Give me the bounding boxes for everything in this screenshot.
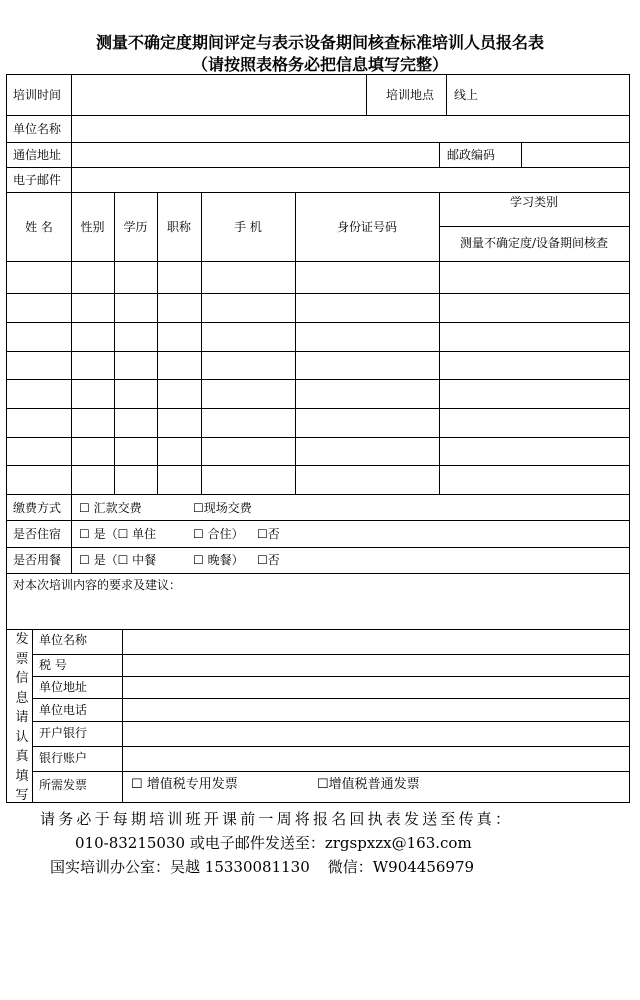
col-divider (32, 629, 33, 802)
col-header-name: 姓 名 (25, 220, 53, 234)
row-divider (7, 192, 629, 193)
address-label: 通信地址 (13, 148, 62, 162)
category-value: 测量不确定度/设备期间核查 (459, 236, 609, 250)
row-divider (7, 293, 629, 294)
col-divider (157, 192, 158, 494)
col-divider (295, 192, 296, 494)
invoice-type-label: 所需发票 (39, 778, 88, 792)
invoice-side-label: 发票信息请认真填写 (15, 632, 29, 803)
row-divider (7, 494, 629, 495)
payment-onsite-option[interactable]: ☐现场交费 (193, 501, 252, 515)
lodging-single-option[interactable]: ☐ 是（☐ 单住 (79, 527, 157, 541)
row-divider (7, 520, 629, 521)
footer-office-contact (50, 856, 474, 877)
invoice-unit-label: 单位名称 (39, 633, 88, 647)
col-divider (71, 115, 72, 167)
invoice-normal-option[interactable]: ☐增值税普通发票 (317, 777, 420, 792)
invoice-bank-label: 开户银行 (39, 726, 88, 740)
invoice-special-option[interactable]: ☐ 增值税专用发票 (131, 777, 238, 792)
meal-label: 是否用餐 (13, 553, 62, 567)
meal-dinner-option[interactable]: ☐ 晚餐） (193, 553, 244, 567)
invoice-tax-label: 税 号 (39, 658, 67, 672)
col-divider (71, 167, 72, 192)
lodging-no-option[interactable]: ☐否 (257, 527, 280, 541)
col-divider (201, 192, 202, 494)
registration-form-table (6, 74, 630, 803)
col-divider (446, 75, 447, 115)
unit-name-label: 单位名称 (13, 122, 62, 136)
footer-instruction: 请务必于每期培训班开课前一周将报名回执表发送至传真： (40, 810, 514, 828)
row-divider (7, 167, 629, 168)
training-place-value: 线上 (454, 88, 479, 102)
row-divider (7, 408, 629, 409)
row-divider (7, 351, 629, 352)
invoice-phone-label: 单位电话 (39, 703, 88, 717)
form-subtitle: （请按照表格务必把信息填写完整） (191, 55, 448, 74)
row-divider (7, 629, 629, 630)
col-divider (71, 75, 72, 115)
col-divider (439, 142, 440, 167)
row-divider (7, 115, 629, 116)
row-divider (7, 437, 629, 438)
row-divider (7, 573, 629, 574)
meal-lunch-option[interactable]: ☐ 是（☐ 中餐 (79, 553, 157, 567)
row-divider (7, 465, 629, 466)
row-divider (7, 379, 629, 380)
invoice-account-label: 银行账户 (39, 751, 88, 765)
col-divider (122, 629, 123, 802)
email-label: 电子邮件 (13, 173, 62, 187)
payment-remit-option[interactable]: ☐ 汇款交费 (79, 501, 142, 515)
row-divider (7, 547, 629, 548)
col-header-category: 学习类别 (509, 195, 558, 209)
col-divider (71, 494, 72, 573)
training-time-label: 培训时间 (13, 88, 62, 102)
col-header-gender: 性别 (80, 220, 105, 234)
footer-wechat: 微信：W904456979 (327, 858, 475, 876)
col-divider (114, 192, 115, 494)
col-header-id: 身份证号码 (336, 220, 397, 234)
form-title: 测量不确定度期间评定与表示设备期间核查标准培训人员报名表 (95, 33, 544, 52)
col-divider (71, 192, 72, 494)
col-header-education: 学历 (123, 220, 148, 234)
lodging-shared-option[interactable]: ☐ 合住） (193, 527, 244, 541)
lodging-label: 是否住宿 (13, 527, 62, 541)
suggestion-label: 对本次培训内容的要求及建议： (13, 578, 182, 592)
col-header-phone: 手 机 (234, 220, 262, 234)
footer-contact-fax-email: 010-83215030 或电子邮件发送至：zrgspxzx@163.com (75, 834, 472, 852)
col-header-title: 职称 (166, 220, 191, 234)
col-divider (366, 75, 367, 115)
col-divider (521, 142, 522, 167)
meal-no-option[interactable]: ☐否 (257, 553, 280, 567)
row-divider (7, 322, 629, 323)
row-divider (7, 142, 629, 143)
row-divider (439, 226, 629, 227)
row-divider (7, 261, 629, 262)
postcode-label: 邮政编码 (447, 148, 496, 162)
invoice-address-label: 单位地址 (39, 680, 88, 694)
footer-office-phone: 国实培训办公室：吴越 15330081130 (50, 858, 310, 876)
training-place-label: 培训地点 (386, 88, 435, 102)
payment-label: 缴费方式 (13, 501, 62, 515)
